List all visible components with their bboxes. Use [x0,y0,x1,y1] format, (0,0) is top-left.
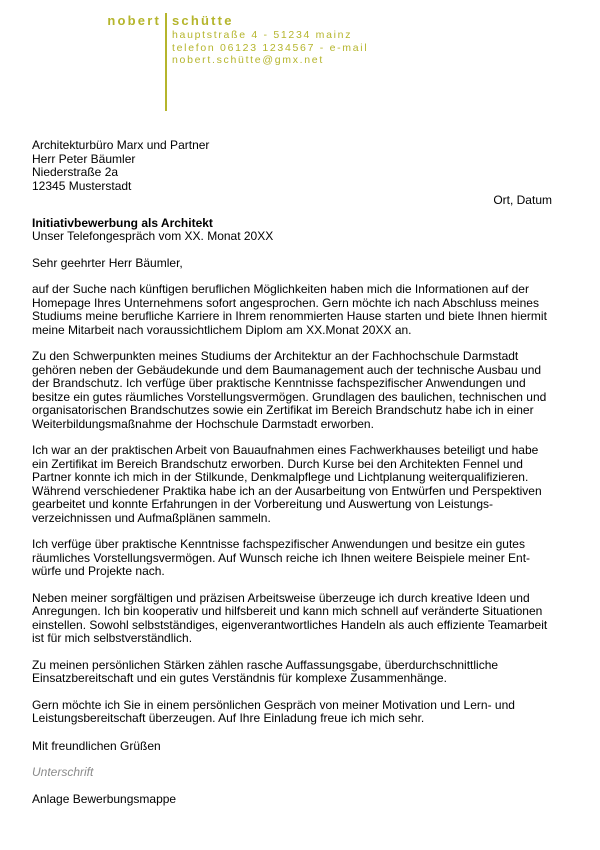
body-paragraph: Neben meiner sorgfältigen und präzisen Arbeitsweise überzeuge ich durch kreative Ideen und Anregungen. Ich bin kooperativ und hilfsbereit und kann mich schnell auf veränderte Situationen einstellen. Sowohl selbstständiges, eigenverantwortliches Handeln als auch effiziente Teamarbeit ist für mich selbstverständlich. [32,590,548,645]
sender-last-name: schütte [172,13,234,28]
recipient-line: 12345 Musterstadt [32,178,132,193]
recipient-line: Herr Peter Bäumler [32,151,136,166]
sender-first-name: nobert [107,13,161,28]
signature-placeholder: Unterschrift [32,765,94,779]
letterhead-divider [165,13,167,111]
body-paragraph: auf der Suche nach künftigen beruflichen Möglichkeiten haben mich die Informationen auf der Homepage Ihres Unternehmens sofort angesprochen. Gern möchte ich nach Abschluss meines Studiums meine berufliche Karriere in Ihrem renommierten Hause starten und biete Ihnen hiermit meine Mitarbeit nach voraussichtlichem Diplom am XX.Monat 20XX an. [32,282,547,337]
sender-details [172,13,368,67]
letter-subject: Initiativbewerbung als Architekt [32,215,213,230]
letterhead [0,0,600,115]
closing-phrase: Mit freundlichen Grüßen [32,738,161,753]
sender-phone: telefon 06123 1234567 - e-mail [172,41,369,54]
body-paragraph: Zu meinen persönlichen Stärken zählen rasche Auffassungsgabe, überdurchschnittliche Einsatzbereitschaft und ein gutes Verständnis für komplexe Zusammenhänge. [32,657,499,685]
body-paragraph: Ich verfüge über praktische Kenntnisse fachspezifischer Anwendungen und besitze ein gutes räumliches Vorstellungsvermögen. Auf Wunsch reiche ich Ihnen weitere Beispiele meiner Entwürfe und Projekte nach. [32,537,531,578]
letter-body [32,139,552,806]
enclosure-note: Anlage Bewerbungsmappe [32,791,177,806]
letter-date: Ort, Datum [493,193,552,207]
sender-address: hauptstraße 4 - 51234 mainz [172,29,353,41]
recipient-line: Architekturbüro Marx und Partner [32,138,210,152]
sender-email: nobert.schütte@gmx.net [172,54,324,66]
body-paragraph: Ich war an der praktischen Arbeit von Bauaufnahmen eines Fachwerkhauses beteiligt und habe ein Zertifikat im Bereich Brandschutz erworben. Durch Kurse bei den Architekten Fennel und Partner konnte ich mich in der Stilkunde, Denkmalpflege und Lichtplanung weiterqualifizieren. Während verschiedener Praktika habe ich an der Ausarbeitung von Entwürfen und Perspektiven gearbeitet und konnte Erfahrungen in der Vorbereitung und Auswertung von Leistungsverzeichnissen und Aufmaßplänen sammeln. [32,443,542,525]
body-paragraph: Zu den Schwerpunkten meines Studiums der Architektur an der Fachhochschule Darmstadt gehören neben der Gebäudekunde und dem Baumanagement auch der technische Ausbau und der Brandschutz. Ich verfüge über praktische Kenntnisse fachspezifischer Anwendungen und besitze ein gutes räumliches Vorstellungsvermögen. Grundlagen des baulichen, technischen und organisatorischen Brandschutzes sowie ein Zertifikat im Bereich Brandschutz habe ich in einer Weiterbildungsmaßnahme der Hochschule Darmstadt erworben. [32,349,547,431]
recipient-line: Niederstraße 2a [32,165,119,179]
body-paragraph: Gern möchte ich Sie in einem persönlichen Gespräch von meiner Motivation und Lern- und Leistungsbereitschaft überzeugen. Auf Ihre Einladung freue ich mich sehr. [32,697,515,725]
salutation: Sehr geehrter Herr Bäumler, [32,255,183,270]
letter-reference: Unser Telefongespräch vom XX. Monat 20XX [32,229,274,243]
recipient-address [32,139,552,193]
